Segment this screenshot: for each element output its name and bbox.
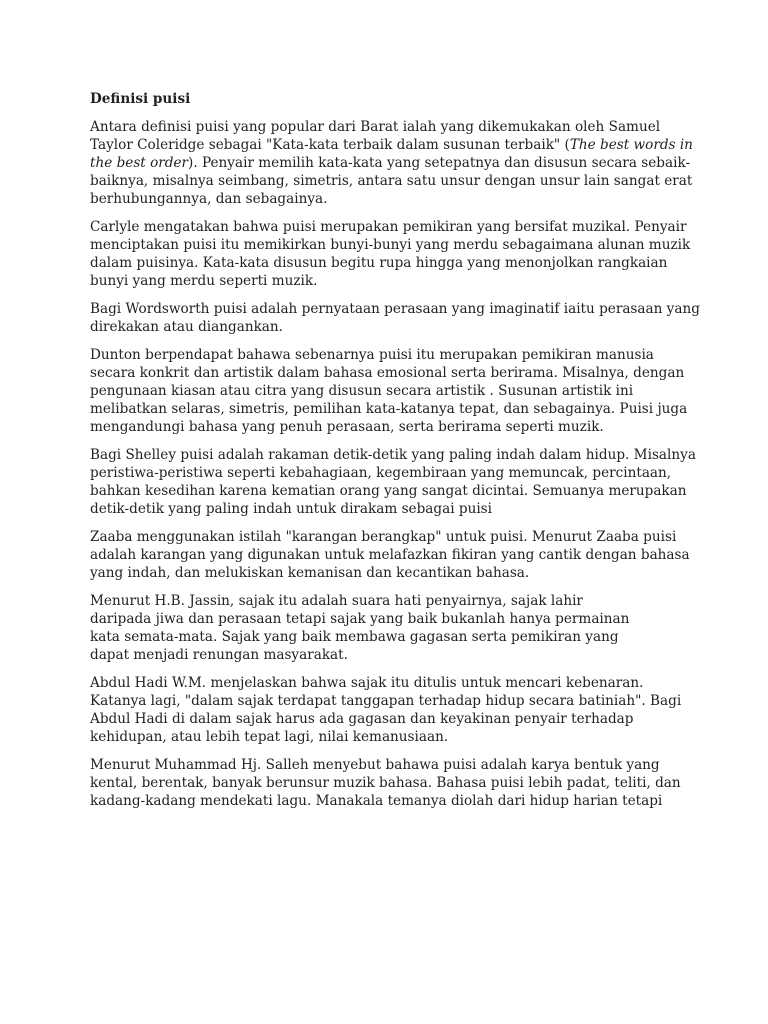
- text-line: secara konkrit dan artistik dalam bahasa emosional serta berirama. Misalnya, dengan: [90, 365, 685, 381]
- paragraph-zaaba: [90, 528, 712, 582]
- text-line: peristiwa-peristiwa seperti kebahagiaan, kegembiraan yang memuncak, percintaan,: [90, 465, 672, 481]
- text-line: Abdul Hadi di dalam sajak harus ada gagasan dan keyakinan penyair terhadap: [90, 711, 634, 727]
- paragraph-carlyle: [90, 218, 712, 290]
- paragraph-muhammad-salleh: [90, 756, 712, 810]
- text-line: menciptakan puisi itu memikirkan bunyi-bunyi yang merdu sebagaimana alunan muzik: [90, 237, 691, 253]
- text-line: Zaaba menggunakan istilah "karangan berangkap" untuk puisi. Menurut Zaaba puisi: [90, 529, 677, 545]
- text-line: Dunton berpendapat bahawa sebenarnya puisi itu merupakan pemikiran manusia: [90, 347, 654, 363]
- text-line: [90, 136, 712, 154]
- text-line: bahkan kesedihan karena kematian orang yang sangat dicintai. Semuanya merupakan: [90, 483, 687, 499]
- text-line: baiknya, misalnya seimbang, simetris, antara satu unsur dengan unsur lain sangat erat: [90, 173, 693, 189]
- text-line: Abdul Hadi W.M. menjelaskan bahwa sajak itu ditulis untuk mencari kebenaran.: [90, 675, 644, 691]
- text-line: daripada jiwa dan perasaan tetapi sajak yang baik bukanlah hanya permainan: [90, 611, 630, 627]
- text-line: dalam puisinya. Kata-kata disusun begitu rupa hingga yang menonjolkan rangkaian: [90, 255, 668, 271]
- document-page: [90, 90, 712, 820]
- text-line: kata semata-mata. Sajak yang baik membawa gagasan serta pemikiran yang: [90, 629, 619, 645]
- text-line: Bagi Shelley puisi adalah rakaman detik-detik yang paling indah dalam hidup. Misalnya: [90, 447, 696, 463]
- text-line: pengunaan kiasan atau citra yang disusun secara artistik . Susunan artistik ini: [90, 383, 634, 399]
- text-line: Katanya lagi, "dalam sajak terdapat tanggapan terhadap hidup secara batiniah". Bagi: [90, 693, 682, 709]
- text-line: detik-detik yang paling indah untuk dirakam sebagai puisi: [90, 501, 493, 517]
- italic-quote: the best order: [90, 155, 189, 171]
- document-heading: Definisi puisi: [90, 91, 191, 107]
- paragraph-dunton: [90, 346, 712, 436]
- text-span: Taylor Coleridge sebagai "Kata-kata terbaik dalam susunan terbaik" (: [90, 137, 570, 153]
- text-line: adalah karangan yang digunakan untuk melafazkan fikiran yang cantik dengan bahasa: [90, 547, 690, 563]
- text-line: direkakan atau diangankan.: [90, 319, 283, 335]
- paragraph-shelley: [90, 446, 712, 518]
- paragraph-jassin: [90, 592, 712, 664]
- paragraph-wordsworth: [90, 300, 712, 336]
- text-line: yang indah, dan melukiskan kemanisan dan kecantikan bahasa.: [90, 565, 530, 581]
- text-line: kehidupan, atau lebih tepat lagi, nilai kemanusiaan.: [90, 729, 449, 745]
- text-line: kental, berentak, banyak berunsur muzik bahasa. Bahasa puisi lebih padat, teliti, dan: [90, 775, 681, 791]
- text-line: Antara definisi puisi yang popular dari Barat ialah yang dikemukakan oleh Samuel: [90, 119, 661, 135]
- text-line: bunyi yang merdu seperti muzik.: [90, 273, 318, 289]
- text-line: berhubungannya, dan sebagainya.: [90, 191, 328, 207]
- text-line: [90, 154, 712, 172]
- text-line: Carlyle mengatakan bahwa puisi merupakan pemikiran yang bersifat muzikal. Penyair: [90, 219, 687, 235]
- text-line: Menurut Muhammad Hj. Salleh menyebut bahawa puisi adalah karya bentuk yang: [90, 757, 660, 773]
- text-line: dapat menjadi renungan masyarakat.: [90, 647, 348, 663]
- text-line: Menurut H.B. Jassin, sajak itu adalah suara hati penyairnya, sajak lahir: [90, 593, 583, 609]
- text-line: melibatkan selaras, simetris, pemilihan kata-katanya tepat, dan sebagainya. Puisi juga: [90, 401, 688, 417]
- text-span: ). Penyair memilih kata-kata yang setepatnya dan disusun secara sebaik-: [188, 155, 691, 171]
- text-line: Bagi Wordsworth puisi adalah pernyataan perasaan yang imaginatif iaitu perasaan yang: [90, 301, 700, 317]
- italic-quote: The best words in: [569, 137, 693, 153]
- text-line: kadang-kadang mendekati lagu. Manakala temanya diolah dari hidup harian tetapi: [90, 793, 663, 809]
- paragraph-coleridge: [90, 118, 712, 208]
- text-line: mengandungi bahasa yang penuh perasaan, serta berirama seperti muzik.: [90, 419, 604, 435]
- paragraph-abdul-hadi: [90, 674, 712, 746]
